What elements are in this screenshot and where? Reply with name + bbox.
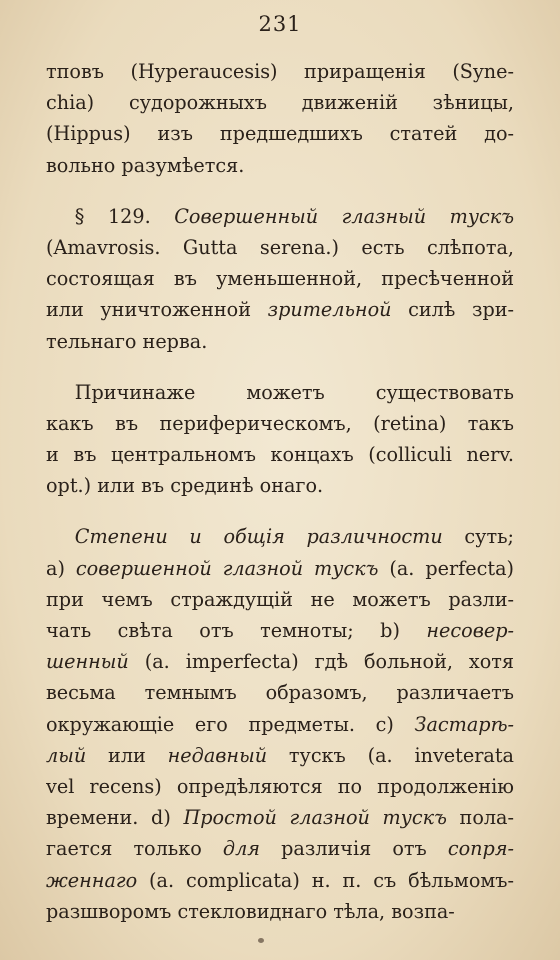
text-run: или уничтоженной: [46, 298, 268, 322]
text-line: [46, 584, 514, 615]
text-run: суть;: [442, 525, 514, 549]
text-line: [46, 896, 514, 927]
text-run: какъ въ периферическомъ, (retina) такъ: [46, 411, 514, 435]
text-run: a): [46, 556, 76, 580]
text-run: (Amavrosis. Gutta serena.) есть слѣпота,: [46, 235, 514, 259]
italic-run: женнаго: [46, 868, 138, 892]
text-line: [46, 740, 514, 771]
text-run: пола-: [446, 806, 514, 830]
paragraph-gap: [46, 501, 514, 521]
text-line: [46, 232, 514, 263]
text-run: и въ центральномъ концахъ (colliculi nerv.: [46, 443, 514, 467]
italic-run: недавный: [167, 743, 268, 767]
text-line: [46, 677, 514, 708]
text-run: opt.) или въ срединѣ онаго.: [46, 474, 324, 498]
text-run: или: [86, 743, 168, 767]
text-line: [46, 553, 514, 584]
text-run: chia) судорожныхъ движеній зѣницы,: [46, 91, 514, 115]
text-run: § 129.: [46, 204, 175, 228]
text-run: [46, 525, 75, 548]
italic-run: совершенной глазной тускъ: [75, 556, 379, 580]
body-text: [46, 56, 514, 927]
italic-run: для: [222, 837, 261, 861]
page-number: 231: [258, 12, 302, 36]
text-line: [46, 408, 514, 439]
text-line: [46, 646, 514, 677]
italic-run: Застарѣ-: [414, 712, 514, 736]
text-run: vel recens) опредѣляются по продолженію: [46, 774, 514, 798]
text-run: различія отъ: [260, 837, 448, 861]
text-line: [46, 56, 514, 87]
text-run: гается только: [46, 837, 223, 861]
italic-run: несовер-: [426, 619, 514, 642]
text-run: времени. d): [46, 806, 184, 830]
text-run: вольно разумѣется.: [46, 153, 245, 177]
text-line: [46, 709, 514, 740]
text-line: [46, 771, 514, 802]
text-run: состоящая въ уменьшенной, пресѣченной: [46, 267, 514, 291]
italic-run: сопря-: [447, 837, 514, 861]
text-line: [46, 326, 514, 357]
text-line: [46, 150, 514, 181]
text-line: [46, 118, 514, 149]
text-run: (a. imperfecta) гдѣ больной, хотя: [128, 650, 514, 674]
text-run: силѣ зри-: [391, 298, 514, 322]
italic-run: лый: [46, 743, 87, 767]
text-run: тельнаго нерва.: [46, 329, 208, 353]
text-line: [46, 865, 514, 896]
text-line: [46, 377, 514, 408]
text-run: Причинаже можетъ существовать: [46, 380, 514, 404]
italic-run: Совершенный глазный тускъ: [174, 204, 514, 228]
text-line: [46, 470, 514, 501]
text-run: чать свѣта отъ темноты; b): [46, 619, 427, 642]
text-run: (Hippus) изъ предшедшихъ статей до-: [46, 122, 514, 146]
paragraph-gap: [46, 181, 514, 201]
paragraph-gap: [46, 357, 514, 377]
text-run: тускъ (a. inveterata: [267, 743, 514, 767]
text-line: [46, 87, 514, 118]
ink-spot: [258, 938, 264, 943]
text-run: при чемъ страждущій не можетъ разли-: [46, 587, 514, 611]
text-run: весьма темнымъ образомъ, различаетъ: [46, 681, 514, 705]
text-line: [46, 263, 514, 294]
italic-run: зрительной: [267, 298, 392, 322]
italic-run: шенный: [46, 650, 129, 674]
text-line: [46, 615, 514, 646]
italic-run: Степени и общія различности: [74, 525, 443, 549]
italic-run: Простой глазной тускъ: [183, 806, 447, 830]
text-line: [46, 802, 514, 833]
text-run: (a. perfecta): [378, 556, 514, 580]
text-run: (a. complicata) н. п. съ бѣльмомъ-: [137, 868, 514, 892]
text-run: окружающіе его предметы. c): [46, 712, 415, 736]
text-line: [46, 521, 514, 552]
text-line: [46, 294, 514, 325]
text-run: тповъ (Hyperaucesis) приращенія (Syne-: [46, 60, 514, 83]
text-line: [46, 201, 514, 232]
text-run: разшворомъ стекловиднаго тѣла, возпа-: [46, 899, 455, 923]
text-line: [46, 439, 514, 470]
text-line: [46, 833, 514, 864]
